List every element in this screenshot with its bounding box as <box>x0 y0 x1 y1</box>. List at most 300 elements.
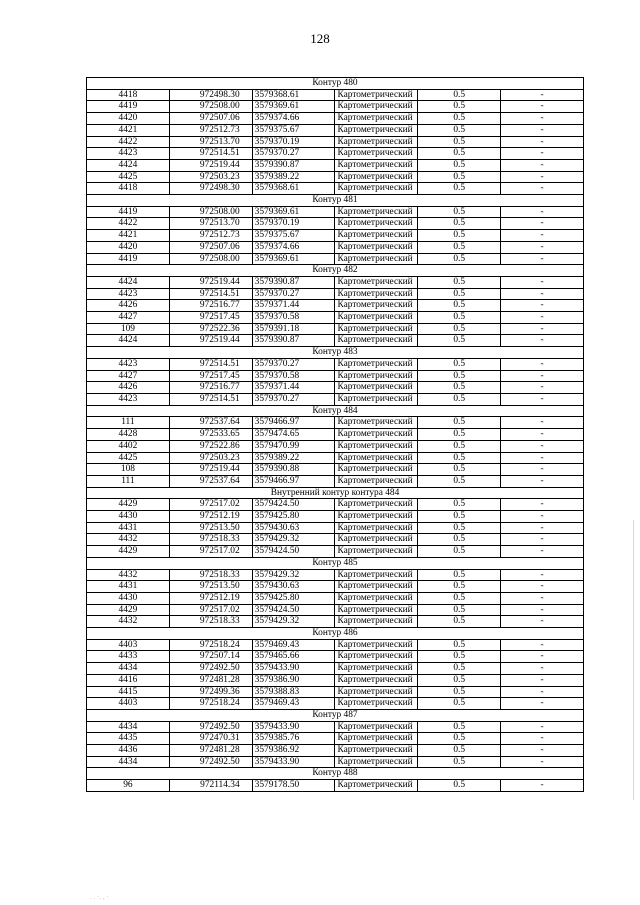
y-coordinate-cell: 3579371.44 <box>252 382 335 394</box>
accuracy-cell: 0.5 <box>418 393 501 405</box>
accuracy-cell: 0.5 <box>418 464 501 476</box>
table-row <box>87 511 584 523</box>
description-cell: - <box>501 113 584 125</box>
point-number-cell: 4423 <box>87 393 170 405</box>
y-coordinate-cell: 3579369.61 <box>252 206 335 218</box>
method-cell: Картометрический <box>335 663 418 675</box>
point-number-cell: 4422 <box>87 218 170 230</box>
method-cell: Картометрический <box>335 382 418 394</box>
point-number-cell: 4433 <box>87 651 170 663</box>
x-coordinate-cell: 972512.73 <box>169 124 252 136</box>
y-coordinate-cell: 3579429.32 <box>252 569 335 581</box>
x-coordinate-cell: 972518.33 <box>169 616 252 628</box>
table-row <box>87 323 584 335</box>
accuracy-cell: 0.5 <box>418 546 501 558</box>
point-number-cell: 4420 <box>87 113 170 125</box>
method-cell: Картометрический <box>335 733 418 745</box>
description-cell: - <box>501 721 584 733</box>
point-number-cell: 4430 <box>87 511 170 523</box>
point-number-cell: 4436 <box>87 745 170 757</box>
y-coordinate-cell: 3579369.61 <box>252 253 335 265</box>
method-cell: Картометрический <box>335 89 418 101</box>
method-cell: Картометрический <box>335 780 418 792</box>
x-coordinate-cell: 972508.00 <box>169 253 252 265</box>
method-cell: Картометрический <box>335 124 418 136</box>
x-coordinate-cell: 972519.44 <box>169 276 252 288</box>
x-coordinate-cell: 972514.51 <box>169 358 252 370</box>
accuracy-cell: 0.5 <box>418 452 501 464</box>
contour-header-row <box>87 628 584 640</box>
point-number-cell: 4418 <box>87 89 170 101</box>
method-cell: Картометрический <box>335 546 418 558</box>
table-row <box>87 171 584 183</box>
description-cell: - <box>501 604 584 616</box>
x-coordinate-cell: 972508.00 <box>169 206 252 218</box>
point-number-cell: 4418 <box>87 183 170 195</box>
method-cell: Картометрический <box>335 569 418 581</box>
accuracy-cell: 0.5 <box>418 148 501 160</box>
scan-margin-line <box>633 520 634 800</box>
method-cell: Картометрический <box>335 452 418 464</box>
point-number-cell: 4432 <box>87 534 170 546</box>
method-cell: Картометрический <box>335 171 418 183</box>
point-number-cell: 4421 <box>87 124 170 136</box>
point-number-cell: 4434 <box>87 663 170 675</box>
table-row <box>87 592 584 604</box>
method-cell: Картометрический <box>335 276 418 288</box>
point-number-cell: 4403 <box>87 639 170 651</box>
accuracy-cell: 0.5 <box>418 733 501 745</box>
x-coordinate-cell: 972519.44 <box>169 335 252 347</box>
table-row <box>87 522 584 534</box>
x-coordinate-cell: 972522.36 <box>169 323 252 335</box>
y-coordinate-cell: 3579390.88 <box>252 464 335 476</box>
x-coordinate-cell: 972519.44 <box>169 464 252 476</box>
y-coordinate-cell: 3579425.80 <box>252 592 335 604</box>
description-cell: - <box>501 183 584 195</box>
accuracy-cell: 0.5 <box>418 522 501 534</box>
x-coordinate-cell: 972533.65 <box>169 429 252 441</box>
point-number-cell: 4422 <box>87 136 170 148</box>
accuracy-cell: 0.5 <box>418 288 501 300</box>
table-row <box>87 159 584 171</box>
point-number-cell: 4434 <box>87 721 170 733</box>
table-row <box>87 206 584 218</box>
point-number-cell: 108 <box>87 464 170 476</box>
table-row <box>87 382 584 394</box>
y-coordinate-cell: 3579424.50 <box>252 499 335 511</box>
point-number-cell: 4435 <box>87 733 170 745</box>
description-cell: - <box>501 780 584 792</box>
method-cell: Картометрический <box>335 101 418 113</box>
accuracy-cell: 0.5 <box>418 253 501 265</box>
table-row <box>87 581 584 593</box>
table-row <box>87 335 584 347</box>
method-cell: Картометрический <box>335 288 418 300</box>
page-number: 128 <box>310 31 330 46</box>
description-cell: - <box>501 206 584 218</box>
point-number-cell: 4416 <box>87 674 170 686</box>
x-coordinate-cell: 972519.44 <box>169 159 252 171</box>
x-coordinate-cell: 972513.50 <box>169 581 252 593</box>
point-number-cell: 4432 <box>87 616 170 628</box>
y-coordinate-cell: 3579429.32 <box>252 616 335 628</box>
method-cell: Картометрический <box>335 511 418 523</box>
x-coordinate-cell: 972503.23 <box>169 452 252 464</box>
method-cell: Картометрический <box>335 159 418 171</box>
table-row <box>87 300 584 312</box>
accuracy-cell: 0.5 <box>418 440 501 452</box>
x-coordinate-cell: 972518.24 <box>169 698 252 710</box>
method-cell: Картометрический <box>335 148 418 160</box>
point-number-cell: 4403 <box>87 698 170 710</box>
method-cell: Картометрический <box>335 581 418 593</box>
description-cell: - <box>501 358 584 370</box>
method-cell: Картометрический <box>335 721 418 733</box>
accuracy-cell: 0.5 <box>418 417 501 429</box>
y-coordinate-cell: 3579466.97 <box>252 417 335 429</box>
table-row <box>87 253 584 265</box>
point-number-cell: 4431 <box>87 581 170 593</box>
description-cell: - <box>501 674 584 686</box>
method-cell: Картометрический <box>335 417 418 429</box>
point-number-cell: 4425 <box>87 171 170 183</box>
point-number-cell: 4427 <box>87 370 170 382</box>
y-coordinate-cell: 3579370.27 <box>252 393 335 405</box>
method-cell: Картометрический <box>335 499 418 511</box>
description-cell: - <box>501 651 584 663</box>
x-coordinate-cell: 972492.50 <box>169 663 252 675</box>
y-coordinate-cell: 3579375.67 <box>252 230 335 242</box>
accuracy-cell: 0.5 <box>418 136 501 148</box>
x-coordinate-cell: 972513.70 <box>169 218 252 230</box>
y-coordinate-cell: 3579368.61 <box>252 183 335 195</box>
contour-header-row <box>87 347 584 359</box>
accuracy-cell: 0.5 <box>418 592 501 604</box>
method-cell: Картометрический <box>335 393 418 405</box>
point-number-cell: 4432 <box>87 569 170 581</box>
table-row <box>87 113 584 125</box>
y-coordinate-cell: 3579469.43 <box>252 639 335 651</box>
contour-header-row <box>87 487 584 499</box>
description-cell: - <box>501 276 584 288</box>
y-coordinate-cell: 3579424.50 <box>252 546 335 558</box>
x-coordinate-cell: 972503.23 <box>169 171 252 183</box>
table-row <box>87 639 584 651</box>
description-cell: - <box>501 136 584 148</box>
point-number-cell: 4423 <box>87 358 170 370</box>
method-cell: Картометрический <box>335 522 418 534</box>
table-row <box>87 651 584 663</box>
y-coordinate-cell: 3579433.90 <box>252 663 335 675</box>
point-number-cell: 109 <box>87 323 170 335</box>
accuracy-cell: 0.5 <box>418 616 501 628</box>
description-cell: - <box>501 323 584 335</box>
accuracy-cell: 0.5 <box>418 101 501 113</box>
method-cell: Картометрический <box>335 534 418 546</box>
accuracy-cell: 0.5 <box>418 499 501 511</box>
contour-header-row <box>87 557 584 569</box>
description-cell: - <box>501 663 584 675</box>
y-coordinate-cell: 3579368.61 <box>252 89 335 101</box>
table-row <box>87 124 584 136</box>
description-cell: - <box>501 148 584 160</box>
description-cell: - <box>501 89 584 101</box>
accuracy-cell: 0.5 <box>418 382 501 394</box>
point-number-cell: 4419 <box>87 206 170 218</box>
contour-title: Контур 480 <box>87 78 584 90</box>
x-coordinate-cell: 972513.70 <box>169 136 252 148</box>
y-coordinate-cell: 3579430.63 <box>252 581 335 593</box>
contour-title: Контур 483 <box>87 347 584 359</box>
contour-title: Контур 488 <box>87 768 584 780</box>
method-cell: Картометрический <box>335 230 418 242</box>
y-coordinate-cell: 3579474.65 <box>252 429 335 441</box>
point-number-cell: 4424 <box>87 276 170 288</box>
accuracy-cell: 0.5 <box>418 780 501 792</box>
method-cell: Картометрический <box>335 312 418 324</box>
x-coordinate-cell: 972517.45 <box>169 370 252 382</box>
table-row <box>87 136 584 148</box>
y-coordinate-cell: 3579469.43 <box>252 698 335 710</box>
point-number-cell: 4424 <box>87 335 170 347</box>
point-number-cell: 4420 <box>87 241 170 253</box>
y-coordinate-cell: 3579433.90 <box>252 756 335 768</box>
point-number-cell: 4429 <box>87 499 170 511</box>
x-coordinate-cell: 972498.30 <box>169 183 252 195</box>
x-coordinate-cell: 972507.06 <box>169 241 252 253</box>
table-row <box>87 499 584 511</box>
description-cell: - <box>501 288 584 300</box>
method-cell: Картометрический <box>335 218 418 230</box>
accuracy-cell: 0.5 <box>418 206 501 218</box>
y-coordinate-cell: 3579370.58 <box>252 312 335 324</box>
method-cell: Картометрический <box>335 464 418 476</box>
table-row <box>87 604 584 616</box>
y-coordinate-cell: 3579374.66 <box>252 241 335 253</box>
description-cell: - <box>501 522 584 534</box>
point-number-cell: 96 <box>87 780 170 792</box>
accuracy-cell: 0.5 <box>418 276 501 288</box>
accuracy-cell: 0.5 <box>418 241 501 253</box>
description-cell: - <box>501 756 584 768</box>
y-coordinate-cell: 3579470.99 <box>252 440 335 452</box>
table-row <box>87 148 584 160</box>
y-coordinate-cell: 3579370.58 <box>252 370 335 382</box>
x-coordinate-cell: 972517.45 <box>169 312 252 324</box>
table-row <box>87 674 584 686</box>
accuracy-cell: 0.5 <box>418 218 501 230</box>
accuracy-cell: 0.5 <box>418 663 501 675</box>
y-coordinate-cell: 3579374.66 <box>252 113 335 125</box>
description-cell: - <box>501 335 584 347</box>
x-coordinate-cell: 972481.28 <box>169 745 252 757</box>
table-row <box>87 230 584 242</box>
method-cell: Картометрический <box>335 440 418 452</box>
description-cell: - <box>501 511 584 523</box>
point-number-cell: 4419 <box>87 253 170 265</box>
y-coordinate-cell: 3579424.50 <box>252 604 335 616</box>
contour-title: Контур 485 <box>87 557 584 569</box>
accuracy-cell: 0.5 <box>418 230 501 242</box>
accuracy-cell: 0.5 <box>418 745 501 757</box>
description-cell: - <box>501 393 584 405</box>
table-row <box>87 101 584 113</box>
method-cell: Картометрический <box>335 745 418 757</box>
y-coordinate-cell: 3579429.32 <box>252 534 335 546</box>
y-coordinate-cell: 3579370.19 <box>252 136 335 148</box>
method-cell: Картометрический <box>335 370 418 382</box>
y-coordinate-cell: 3579388.83 <box>252 686 335 698</box>
x-coordinate-cell: 972512.19 <box>169 511 252 523</box>
table-row <box>87 393 584 405</box>
table-row <box>87 698 584 710</box>
description-cell: - <box>501 581 584 593</box>
accuracy-cell: 0.5 <box>418 183 501 195</box>
y-coordinate-cell: 3579390.87 <box>252 335 335 347</box>
description-cell: - <box>501 382 584 394</box>
y-coordinate-cell: 3579389.22 <box>252 171 335 183</box>
description-cell: - <box>501 241 584 253</box>
accuracy-cell: 0.5 <box>418 429 501 441</box>
accuracy-cell: 0.5 <box>418 300 501 312</box>
contour-title: Контур 482 <box>87 265 584 277</box>
y-coordinate-cell: 3579433.90 <box>252 721 335 733</box>
point-number-cell: 4402 <box>87 440 170 452</box>
x-coordinate-cell: 972492.50 <box>169 756 252 768</box>
description-cell: - <box>501 101 584 113</box>
point-number-cell: 4429 <box>87 546 170 558</box>
table-row <box>87 89 584 101</box>
method-cell: Картометрический <box>335 183 418 195</box>
point-number-cell: 111 <box>87 475 170 487</box>
description-cell: - <box>501 745 584 757</box>
method-cell: Картометрический <box>335 698 418 710</box>
y-coordinate-cell: 3579425.80 <box>252 511 335 523</box>
x-coordinate-cell: 972517.02 <box>169 499 252 511</box>
accuracy-cell: 0.5 <box>418 674 501 686</box>
table-row <box>87 218 584 230</box>
table-row <box>87 756 584 768</box>
point-number-cell: 4421 <box>87 230 170 242</box>
method-cell: Картометрический <box>335 358 418 370</box>
x-coordinate-cell: 972508.00 <box>169 101 252 113</box>
accuracy-cell: 0.5 <box>418 581 501 593</box>
table-row <box>87 312 584 324</box>
table-row <box>87 288 584 300</box>
description-cell: - <box>501 733 584 745</box>
method-cell: Картометрический <box>335 113 418 125</box>
accuracy-cell: 0.5 <box>418 534 501 546</box>
point-number-cell: 4428 <box>87 429 170 441</box>
accuracy-cell: 0.5 <box>418 358 501 370</box>
x-coordinate-cell: 972507.14 <box>169 651 252 663</box>
accuracy-cell: 0.5 <box>418 511 501 523</box>
contour-header-row <box>87 78 584 90</box>
x-coordinate-cell: 972114.34 <box>169 780 252 792</box>
method-cell: Картометрический <box>335 674 418 686</box>
table-row <box>87 546 584 558</box>
accuracy-cell: 0.5 <box>418 370 501 382</box>
table-row <box>87 534 584 546</box>
description-cell: - <box>501 616 584 628</box>
contour-header-row <box>87 709 584 721</box>
x-coordinate-cell: 972498.30 <box>169 89 252 101</box>
method-cell: Картометрический <box>335 206 418 218</box>
y-coordinate-cell: 3579369.61 <box>252 101 335 113</box>
description-cell: - <box>501 592 584 604</box>
y-coordinate-cell: 3579391.18 <box>252 323 335 335</box>
y-coordinate-cell: 3579370.27 <box>252 148 335 160</box>
y-coordinate-cell: 3579370.27 <box>252 288 335 300</box>
method-cell: Картометрический <box>335 639 418 651</box>
table-row <box>87 464 584 476</box>
table-row <box>87 417 584 429</box>
table-row <box>87 276 584 288</box>
x-coordinate-cell: 972492.50 <box>169 721 252 733</box>
accuracy-cell: 0.5 <box>418 113 501 125</box>
contour-title: Контур 481 <box>87 195 584 207</box>
y-coordinate-cell: 3579430.63 <box>252 522 335 534</box>
accuracy-cell: 0.5 <box>418 323 501 335</box>
contour-header-row <box>87 265 584 277</box>
y-coordinate-cell: 3579389.22 <box>252 452 335 464</box>
contour-header-row <box>87 768 584 780</box>
method-cell: Картометрический <box>335 651 418 663</box>
method-cell: Картометрический <box>335 253 418 265</box>
x-coordinate-cell: 972516.77 <box>169 300 252 312</box>
table-row <box>87 358 584 370</box>
description-cell: - <box>501 686 584 698</box>
y-coordinate-cell: 3579178.50 <box>252 780 335 792</box>
x-coordinate-cell: 972518.33 <box>169 569 252 581</box>
description-cell: - <box>501 452 584 464</box>
table-row <box>87 440 584 452</box>
point-number-cell: 4431 <box>87 522 170 534</box>
x-coordinate-cell: 972522.86 <box>169 440 252 452</box>
table-row <box>87 616 584 628</box>
contour-header-row <box>87 195 584 207</box>
method-cell: Картометрический <box>335 429 418 441</box>
description-cell: - <box>501 370 584 382</box>
method-cell: Картометрический <box>335 323 418 335</box>
accuracy-cell: 0.5 <box>418 686 501 698</box>
x-coordinate-cell: 972518.33 <box>169 534 252 546</box>
x-coordinate-cell: 972499.36 <box>169 686 252 698</box>
method-cell: Картометрический <box>335 300 418 312</box>
point-number-cell: 4426 <box>87 300 170 312</box>
accuracy-cell: 0.5 <box>418 639 501 651</box>
contour-title: Контур 486 <box>87 628 584 640</box>
x-coordinate-cell: 972514.51 <box>169 393 252 405</box>
accuracy-cell: 0.5 <box>418 159 501 171</box>
method-cell: Картометрический <box>335 616 418 628</box>
y-coordinate-cell: 3579466.97 <box>252 475 335 487</box>
description-cell: - <box>501 429 584 441</box>
table-row <box>87 663 584 675</box>
x-coordinate-cell: 972517.02 <box>169 546 252 558</box>
accuracy-cell: 0.5 <box>418 721 501 733</box>
point-number-cell: 4434 <box>87 756 170 768</box>
point-number-cell: 4424 <box>87 159 170 171</box>
y-coordinate-cell: 3579370.27 <box>252 358 335 370</box>
point-number-cell: 4415 <box>87 686 170 698</box>
table-row <box>87 780 584 792</box>
accuracy-cell: 0.5 <box>418 335 501 347</box>
x-coordinate-cell: 972516.77 <box>169 382 252 394</box>
table-row <box>87 241 584 253</box>
y-coordinate-cell: 3579386.92 <box>252 745 335 757</box>
